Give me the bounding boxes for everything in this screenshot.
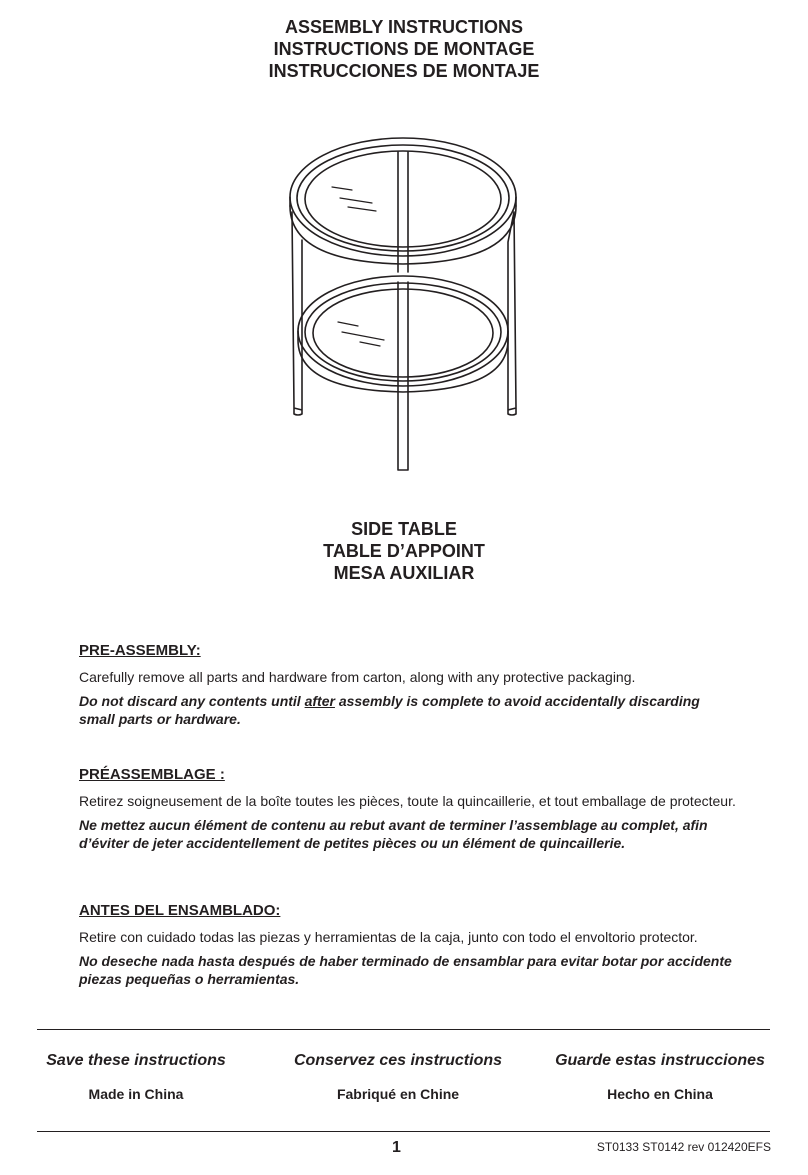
made-in-spanish: Hecho en China [607,1086,713,1102]
top-ring-outer [290,138,516,256]
top-ring-inner [297,145,509,251]
product-name [0,518,808,584]
title-french: INSTRUCTIONS DE MONTAGE [273,39,535,59]
front-right-leg [508,212,516,415]
pre-assembly-section-french [79,766,739,858]
section-body: Retirez soigneusement de la boîte toutes les pièces, toute la quincaillerie, et tout emballage de protecteur. [79,793,736,809]
save-instructions-english: Save these instructions [46,1052,226,1069]
document-title [0,16,808,82]
back-leg [398,152,408,470]
title-spanish: INSTRUCCIONES DE MONTAJE [268,61,540,81]
made-in-french: Fabriqué en Chine [336,1086,460,1102]
save-instructions-spanish: Guarde estas instrucciones [555,1052,765,1069]
top-glare [332,187,376,211]
document-code: ST0133 ST0142 rev 012420EFS [596,1140,771,1154]
footer-divider-bottom [37,1131,770,1132]
section-warning: No deseche nada hasta después de haber terminado de ensamblar para evitar botar por accidente piezas pequeñas o herramientas. [79,953,732,987]
bottom-ring-outer [298,276,508,386]
product-name-french: TABLE D’APPOINT [323,541,485,561]
product-name-spanish: MESA AUXILIAR [333,563,475,583]
section-warning: Do not discard any contents until after assembly is complete to avoid accidentally discarding small parts or hardware. [79,693,700,727]
side-table-illustration [280,132,530,478]
product-name-english: SIDE TABLE [351,519,457,539]
section-heading: PRÉASSEMBLAGE : [79,766,225,783]
section-heading: PRE-ASSEMBLY: [79,642,201,659]
title-english: ASSEMBLY INSTRUCTIONS [284,17,524,37]
pre-assembly-section-english [79,642,739,734]
pre-assembly-section-spanish [79,902,739,994]
section-heading: ANTES DEL ENSAMBLADO: [79,902,281,919]
page-number: 1 [392,1139,401,1156]
footer-divider-top [37,1029,770,1030]
section-body: Retire con cuidado todas las piezas y herramientas de la caja, junto con todo el envoltorio protector. [79,929,698,945]
save-instructions-french: Conservez ces instructions [293,1052,503,1069]
bottom-glare [338,322,384,346]
section-warning: Ne mettez aucun élément de contenu au rebut avant de terminer l’assemblage au complet, afin d’éviter de jeter accidentellement de petites pièces ou un élément de quincaillerie. [79,817,708,851]
front-left-leg [292,212,302,415]
section-body: Carefully remove all parts and hardware from carton, along with any protective packaging. [79,669,636,685]
bottom-ring-inner [305,283,501,381]
top-glass [305,151,501,247]
made-in-english: Made in China [88,1086,184,1102]
bottom-glass [313,289,493,377]
emphasis-after: after [304,693,335,709]
